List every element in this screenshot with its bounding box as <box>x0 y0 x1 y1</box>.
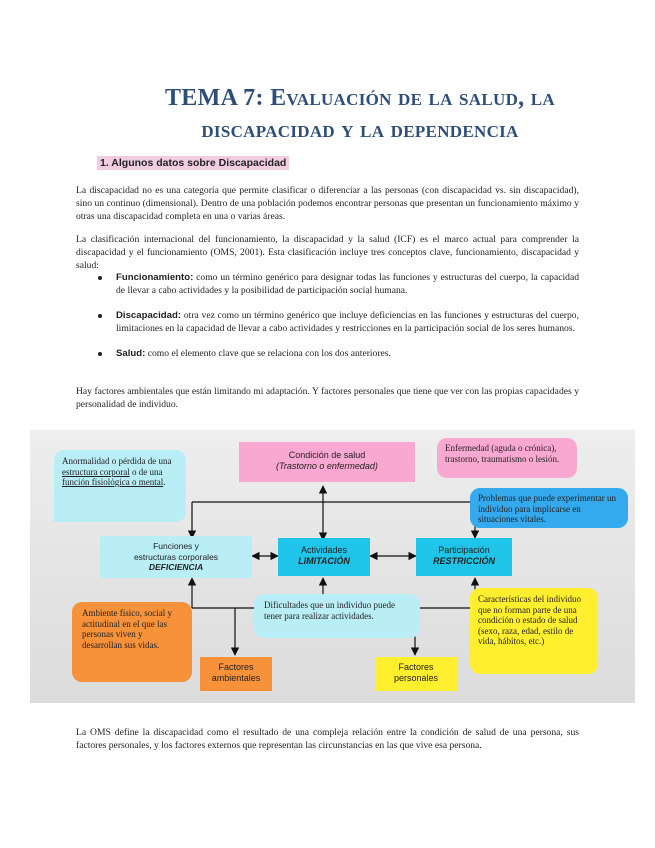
term: Funcionamiento: <box>116 272 194 283</box>
concept-list <box>96 271 579 372</box>
definition: como el elemento clave que se relaciona con los dos anteriores. <box>145 348 391 359</box>
term: Salud: <box>116 348 146 359</box>
callout-disease-definition: Enfermedad (aguda o crónica), trastorno, traumatismo o lesión. <box>437 438 577 478</box>
callout-participation-definition: Problemas que puede experimentar un individuo para implicarse en situaciones vitales. <box>470 488 628 528</box>
health-condition-box <box>239 442 415 482</box>
environmental-factors-label-2: ambientales <box>211 673 261 683</box>
title-line-1: TEMA 7: Evaluación de la salud, la <box>165 85 555 111</box>
paragraph-factors: Hay factores ambientales que están limitando mi adaptación. Y factores personales que tiene que ver con las propias capacidades y personalidad de individuo. <box>76 386 579 410</box>
definition: otra vez como un término genérico que incluye deficiencias en las funciones y estructuras del cuerpo, limitaciones en la capacidad de llevar a cabo actividades y restricciones en la participación social de los seres humanos. <box>116 310 579 334</box>
body-functions-label-1: Funciones y <box>153 541 199 551</box>
participation-label: Participación <box>438 545 490 555</box>
list-item-salud <box>96 347 579 360</box>
health-condition-label: Condición de salud <box>288 450 366 460</box>
personal-factors-box <box>375 657 457 691</box>
health-condition-sublabel: (Trastorno o enfermedad) <box>276 461 378 471</box>
callout-activities-definition: Dificultades que un individuo puede tener para realizar actividades. <box>254 594 420 638</box>
icf-diagram <box>30 430 635 703</box>
environmental-factors-label-1: Factores <box>218 662 254 672</box>
text-underlined: estructura corporal <box>62 466 130 477</box>
paragraph-who: La OMS define la discapacidad como el resultado de una compleja relación entre la condición de salud de una persona, sus factores personales, y los factores externos que representan las circunstancias en las que vive esa persona. <box>76 727 579 751</box>
text: . <box>163 477 166 487</box>
page-title <box>80 82 640 146</box>
environmental-factors-box <box>200 657 272 691</box>
text: Anormalidad o pérdida de una <box>62 456 172 466</box>
title-line-2: discapacidad y la dependencia <box>201 117 519 143</box>
term: Discapacidad: <box>116 310 182 321</box>
section-heading: 1. Algunos datos sobre Discapacidad <box>97 156 289 170</box>
participation-restriction: RESTRICCIÓN <box>432 556 495 566</box>
personal-factors-label-2: personales <box>393 673 439 683</box>
paragraph-icf: La clasificación internacional del funcionamiento, la discapacidad y la salud (ICF) es el marco actual para comprender la discapacidad y el funcionamiento (OMS, 2001). Esta clasificación incluye tres conceptos clave, funcionamiento, discapacidad y salud: <box>76 234 579 271</box>
text: o de una <box>129 466 163 477</box>
body-functions-label-2: estructuras corporales <box>133 551 219 562</box>
callout-personal-definition: Características del individuo que no forman parte de una condición o estado de salud (sexo, raza, edad, estilo de vida, hábitos, etc.) <box>470 588 598 674</box>
activities-limitation: LIMITACIÓN <box>298 556 350 566</box>
callout-impairment-definition <box>54 450 186 522</box>
body-functions-impairment: DEFICIENCIA <box>148 562 204 572</box>
text-underlined: función fisiológica o mental <box>62 477 164 487</box>
body-functions-box <box>100 536 252 578</box>
definition: como un término genérico para designar todas las funciones y estructuras del cuerpo, la capacidad de llevar a cabo actividades y la posibilidad de participación social humana. <box>116 272 579 296</box>
list-item-discapacidad <box>96 309 579 335</box>
participation-box <box>416 538 512 576</box>
personal-factors-label-1: Factores <box>398 662 434 672</box>
callout-environment-definition: Ambiente físico, social y actitudinal en el que las personas viven y desarrollan sus vidas. <box>72 602 192 682</box>
activities-box <box>278 538 370 576</box>
list-item-funcionamiento <box>96 271 579 297</box>
paragraph-continuum: La discapacidad no es una categoría que permite clasificar o diferenciar a las personas (con discapacidad vs. sin discapacidad), sino un continuo (dimensional). Dentro de una población podemos encontrar personas que presentan un funcionamiento máximo y otras una discapacidad completa en una o varias áreas. <box>76 185 579 222</box>
activities-label: Actividades <box>300 545 348 555</box>
